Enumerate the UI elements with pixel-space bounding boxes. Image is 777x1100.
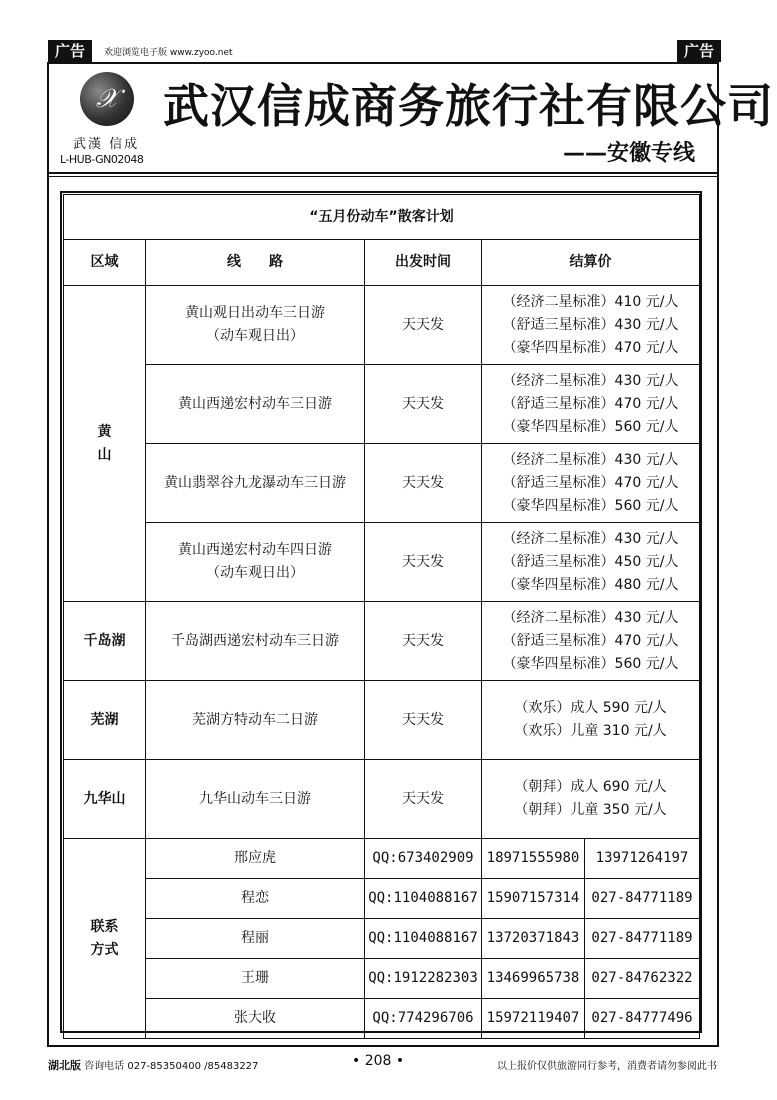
table-row <box>64 365 700 444</box>
tour-plan-table <box>63 194 700 1039</box>
departure-time: 天天发 <box>365 523 482 602</box>
contact-name: 程恋 <box>146 879 365 919</box>
table-title: “五月份动车”散客计划 <box>64 195 700 240</box>
site-url[interactable]: 欢迎浏览电子版 www.zyoo.net <box>104 48 233 58</box>
hotline-text: 咨询电话 027-85350400 /85483227 <box>84 1061 259 1072</box>
table-row <box>64 760 700 839</box>
route-name: 黄山西递宏村动车三日游 <box>146 365 365 444</box>
contact-phone: 13971264197 <box>585 839 700 879</box>
table-row <box>64 602 700 681</box>
departure-time: 天天发 <box>365 602 482 681</box>
price-list: （经济二星标准）430 元/人 （舒适三星标准）450 元/人 （豪华四星标准）480 元/人 <box>482 523 700 602</box>
contact-row <box>64 879 700 919</box>
contact-row <box>64 959 700 999</box>
route-name: 黄山翡翠谷九龙瀑动车三日游 <box>146 444 365 523</box>
price-list: （欢乐）成人 590 元/人 （欢乐）儿童 310 元/人 <box>482 681 700 760</box>
departure-time: 天天发 <box>365 760 482 839</box>
region-wuhu: 芜湖 <box>64 681 146 760</box>
footer-hotline <box>48 1057 258 1073</box>
header-departure: 出发时间 <box>365 240 482 286</box>
contact-name: 王珊 <box>146 959 365 999</box>
table-row <box>64 681 700 760</box>
company-logo-icon: 𝒳 <box>80 72 134 126</box>
contact-phone: 027-84777496 <box>585 999 700 1039</box>
ad-label-right: 广告 <box>677 40 721 62</box>
contact-name: 程丽 <box>146 919 365 959</box>
contact-mobile: 15907157314 <box>482 879 585 919</box>
license-number: L-HUB-GN02048 <box>60 153 144 166</box>
region-huangshan: 黄山 <box>64 286 146 602</box>
line-subtitle: ——安徽专线 <box>562 141 695 166</box>
contact-name: 邢应虎 <box>146 839 365 879</box>
header-price: 结算价 <box>482 240 700 286</box>
table-row <box>64 286 700 365</box>
route-name: 黄山西递宏村动车四日游 （动车观日出） <box>146 523 365 602</box>
table-row <box>64 444 700 523</box>
header-route: 线 路 <box>146 240 365 286</box>
contact-row <box>64 839 700 879</box>
header-region: 区域 <box>64 240 146 286</box>
contact-qq: QQ:774296706 <box>365 999 482 1039</box>
departure-time: 天天发 <box>365 681 482 760</box>
contact-qq: QQ:673402909 <box>365 839 482 879</box>
departure-time: 天天发 <box>365 286 482 365</box>
table-row <box>64 523 700 602</box>
contact-phone: 027-84771189 <box>585 879 700 919</box>
edition-label: 湖北版 <box>48 1059 81 1072</box>
contact-qq: QQ:1104088167 <box>365 879 482 919</box>
contact-label: 联系方式 <box>64 839 146 1039</box>
contact-mobile: 18971555980 <box>482 839 585 879</box>
departure-time: 天天发 <box>365 444 482 523</box>
header-divider <box>48 172 718 174</box>
footer-disclaimer: 以上报价仅供旅游同行参考，消费者请勿参阅此书 <box>497 1061 717 1072</box>
contact-row <box>64 999 700 1039</box>
route-name: 九华山动车三日游 <box>146 760 365 839</box>
logo-text: 武漢 信成 <box>73 137 140 152</box>
price-list: （朝拜）成人 690 元/人 （朝拜）儿童 350 元/人 <box>482 760 700 839</box>
price-list: （经济二星标准）410 元/人 （舒适三星标准）430 元/人 （豪华四星标准）470 元/人 <box>482 286 700 365</box>
contact-name: 张大收 <box>146 999 365 1039</box>
contact-row <box>64 919 700 959</box>
price-list: （经济二星标准）430 元/人 （舒适三星标准）470 元/人 （豪华四星标准）560 元/人 <box>482 602 700 681</box>
contact-qq: QQ:1912282303 <box>365 959 482 999</box>
route-name: 黄山观日出动车三日游 （动车观日出） <box>146 286 365 365</box>
page-number: • 208 • <box>352 1053 405 1069</box>
contact-phone: 027-84771189 <box>585 919 700 959</box>
contact-phone: 027-84762322 <box>585 959 700 999</box>
price-list: （经济二星标准）430 元/人 （舒适三星标准）470 元/人 （豪华四星标准）560 元/人 <box>482 444 700 523</box>
route-name: 芜湖方特动车二日游 <box>146 681 365 760</box>
region-jiuhuashan: 九华山 <box>64 760 146 839</box>
contact-mobile: 13469965738 <box>482 959 585 999</box>
contact-mobile: 15972119407 <box>482 999 585 1039</box>
contact-mobile: 13720371843 <box>482 919 585 959</box>
contact-qq: QQ:1104088167 <box>365 919 482 959</box>
header-divider-thin <box>48 176 718 177</box>
price-list: （经济二星标准）430 元/人 （舒适三星标准）470 元/人 （豪华四星标准）560 元/人 <box>482 365 700 444</box>
departure-time: 天天发 <box>365 365 482 444</box>
ad-label-left: 广告 <box>48 40 92 62</box>
region-qiandaohu: 千岛湖 <box>64 602 146 681</box>
route-name: 千岛湖西递宏村动车三日游 <box>146 602 365 681</box>
company-name: 武汉信成商务旅行社有限公司 <box>163 79 774 133</box>
